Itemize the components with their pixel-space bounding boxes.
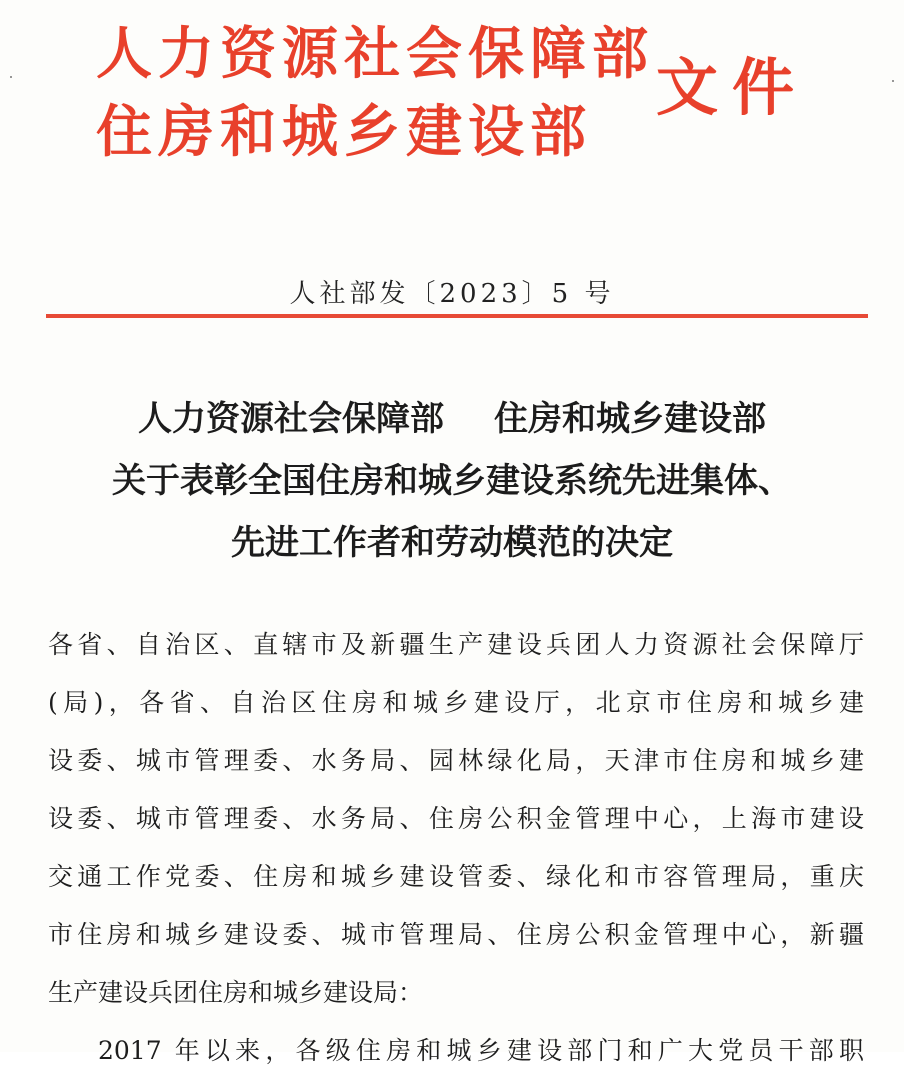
addressee-line: 设委、城市管理委、水务局、园林绿化局，天津市住房和城乡建: [48, 746, 864, 775]
paragraph-first-line: 2017 年以来，各级住房和城乡建设部门和广大党员干部职: [98, 1036, 864, 1065]
addressee-line: 市住房和城乡建设委、城市管理局、住房公积金管理中心，新疆: [48, 920, 864, 949]
addressee-line: 生产建设兵团住房和城乡建设局：: [48, 978, 424, 1007]
addressee-line: 各省、自治区、直辖市及新疆生产建设兵团人力资源社会保障厅: [48, 630, 864, 659]
document-label: 文件: [656, 51, 809, 124]
title-line-2: 关于表彰全国住房和城乡建设系统先进集体、: [112, 461, 792, 501]
issuer-mohurd: 住房和城乡建设部: [96, 100, 592, 165]
addressee-line: 交通工作党委、住房和城乡建设管委、绿化和市容管理局，重庆: [48, 862, 864, 891]
red-masthead: [96, 16, 826, 176]
red-divider-line: [46, 314, 868, 318]
issuing-authorities: [96, 16, 656, 172]
document-body: [48, 616, 864, 1080]
title-issuer-1: 人力资源社会保障部: [138, 399, 444, 439]
document-title: [0, 388, 904, 574]
title-line-1: [0, 388, 904, 450]
title-line-3: 先进工作者和劳动模范的决定: [231, 523, 673, 563]
addressee-line: 设委、城市管理委、水务局、住房公积金管理中心，上海市建设: [48, 804, 864, 833]
title-issuer-2: 住房和城乡建设部: [494, 399, 766, 439]
scan-speck: [10, 76, 12, 78]
addressee-line: (局)，各省、自治区住房和城乡建设厅，北京市住房和城乡建: [48, 688, 864, 717]
document-number: 人社部发〔2023〕5 号: [289, 279, 615, 309]
scan-speck: [892, 80, 894, 82]
issuer-mohrss: 人力资源社会保障部: [96, 22, 654, 87]
